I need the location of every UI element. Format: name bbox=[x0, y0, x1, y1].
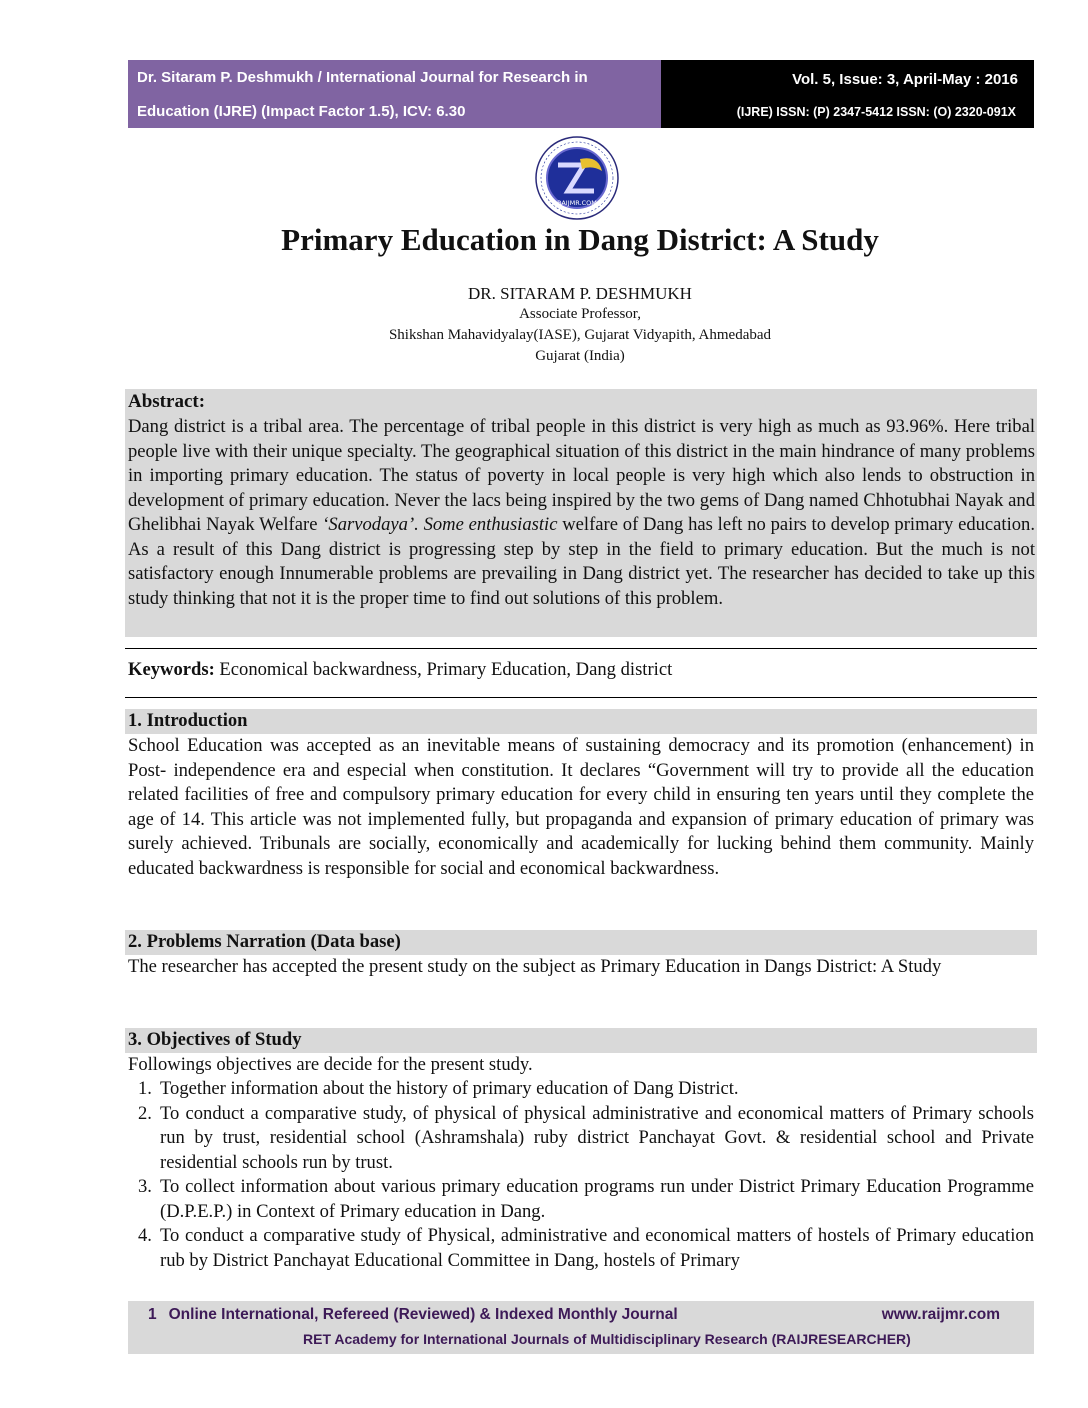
abstract-text-part1: Dang district is a tribal area. The percentage of tribal people in this district is very high as much as 93.96%. Here tribal people live with their unique specialty. The geographical situation of this district in the main hindrance of many problems in importing primary education. The status of poverty in local people is very high which also lends to obstruction in development of primary education. Never the lacs being inspired by the two gems of Dang named Chhotubhai Nayak and Ghelibhai Nayak Welfare bbox=[128, 416, 1035, 535]
author-location: Gujarat (India) bbox=[535, 348, 625, 364]
raijmr-seal-icon bbox=[522, 135, 632, 221]
abstract-text bbox=[128, 415, 1035, 611]
author-role: Associate Professor, bbox=[519, 306, 641, 322]
journal-header bbox=[128, 60, 1034, 128]
keywords-label: Keywords: bbox=[128, 659, 215, 680]
abstract-italic-text: ‘Sarvodaya’. Some enthusiastic bbox=[322, 514, 558, 535]
svg-text:RAIJMR.COM: RAIJMR.COM bbox=[557, 199, 597, 207]
page-footer bbox=[128, 1301, 1034, 1354]
author-block bbox=[0, 283, 1088, 367]
section-heading-problems: 2. Problems Narration (Data base) bbox=[125, 930, 1037, 955]
header-volume-issue: Vol. 5, Issue: 3, April-May : 2016 bbox=[792, 71, 1018, 88]
paper-title: Primary Education in Dang District: A Study bbox=[281, 222, 879, 257]
keywords-line bbox=[128, 659, 672, 681]
section-heading-objectives: 3. Objectives of Study bbox=[125, 1028, 1037, 1053]
section-heading-introduction: 1. Introduction bbox=[125, 709, 1037, 734]
divider-below-keywords bbox=[125, 697, 1037, 698]
list-item: 3. To collect information about various primary education programs run under District Primary Education Programme (D.P.E.P.) in Context of Primary education in Dang. bbox=[138, 1176, 1034, 1222]
abstract-text-part2: welfare of Dang has left no pairs to develop primary education. As a result of this Dang district is progressing step by step in the field to primary education. But the much is not satisfactory enough Innumerable problems are prevailing in Dang district yet. The researcher has decided to take up this study thinking that not it is the proper time to find out solutions of this problem. bbox=[128, 514, 1035, 609]
abstract-box bbox=[125, 389, 1037, 637]
footer-journal-text: Online International, Refereed (Reviewed) & Indexed Monthly Journal bbox=[168, 1306, 678, 1323]
header-citation-block bbox=[128, 60, 661, 128]
list-item: 4. To conduct a comparative study of Physical, administrative and economical matters of hostels of Primary education rub by District Panchayat Educational Committee in Dang, hostels of Primary bbox=[138, 1225, 1034, 1271]
objectives-list bbox=[128, 1077, 1034, 1273]
list-item: 1. Together information about the history of primary education of Dang District. bbox=[138, 1078, 739, 1099]
abstract-heading: Abstract: bbox=[128, 391, 206, 412]
section-text-introduction: School Education was accepted as an inevitable means of sustaining democracy and its promotion (enhancement) in Post- independence era and especial when constitution. It declares “Government will try to provide all the education related facilities of free and compulsory primary education for every child in ensuring ten years until they complete the age of 14. This article was not implemented fully, but propaganda and expansion of primary education of primary was surely achieved. Tribunals are socially, economically and academically for lucking behind them community. Mainly educated backwardness is responsible for social and economical backwardness. bbox=[128, 735, 1034, 879]
footer-url-link[interactable]: www.raijmr.com bbox=[881, 1306, 1000, 1323]
page-number: 1 bbox=[148, 1306, 157, 1323]
header-issn: (IJRE) ISSN: (P) 2347-5412 ISSN: (O) 2320-091X bbox=[736, 105, 1016, 119]
author-name: DR. SITARAM P. DESHMUKH bbox=[468, 284, 692, 303]
divider-above-keywords bbox=[125, 648, 1037, 649]
header-citation-line2: Education (IJRE) (Impact Factor 1.5), ICV: 6.30 bbox=[137, 103, 466, 120]
footer-line1 bbox=[148, 1306, 678, 1324]
list-item: 2. To conduct a comparative study, of physical of physical administrative and economical matters of Primary schools run by trust, residential school (Ashramshala) ruby district Panchayat Govt. & residential school and Private residential schools run by trust. bbox=[138, 1102, 1034, 1173]
footer-line2: RET Academy for International Journals of Multidisciplinary Research (RAIJRESEARCHER) bbox=[303, 1331, 911, 1347]
section-text-objectives-intro: Followings objectives are decide for the present study. bbox=[128, 1054, 533, 1075]
author-affiliation: Shikshan Mahavidyalay(IASE), Gujarat Vidyapith, Ahmedabad bbox=[388, 327, 772, 343]
keywords-text: Economical backwardness, Primary Education, Dang district bbox=[214, 659, 673, 680]
header-citation-line1: Dr. Sitaram P. Deshmukh / International Journal for Research in bbox=[137, 69, 588, 86]
header-issue-block bbox=[661, 60, 1034, 128]
section-text-problems: The researcher has accepted the present study on the subject as Primary Education in Dangs District: A Study bbox=[128, 956, 942, 977]
